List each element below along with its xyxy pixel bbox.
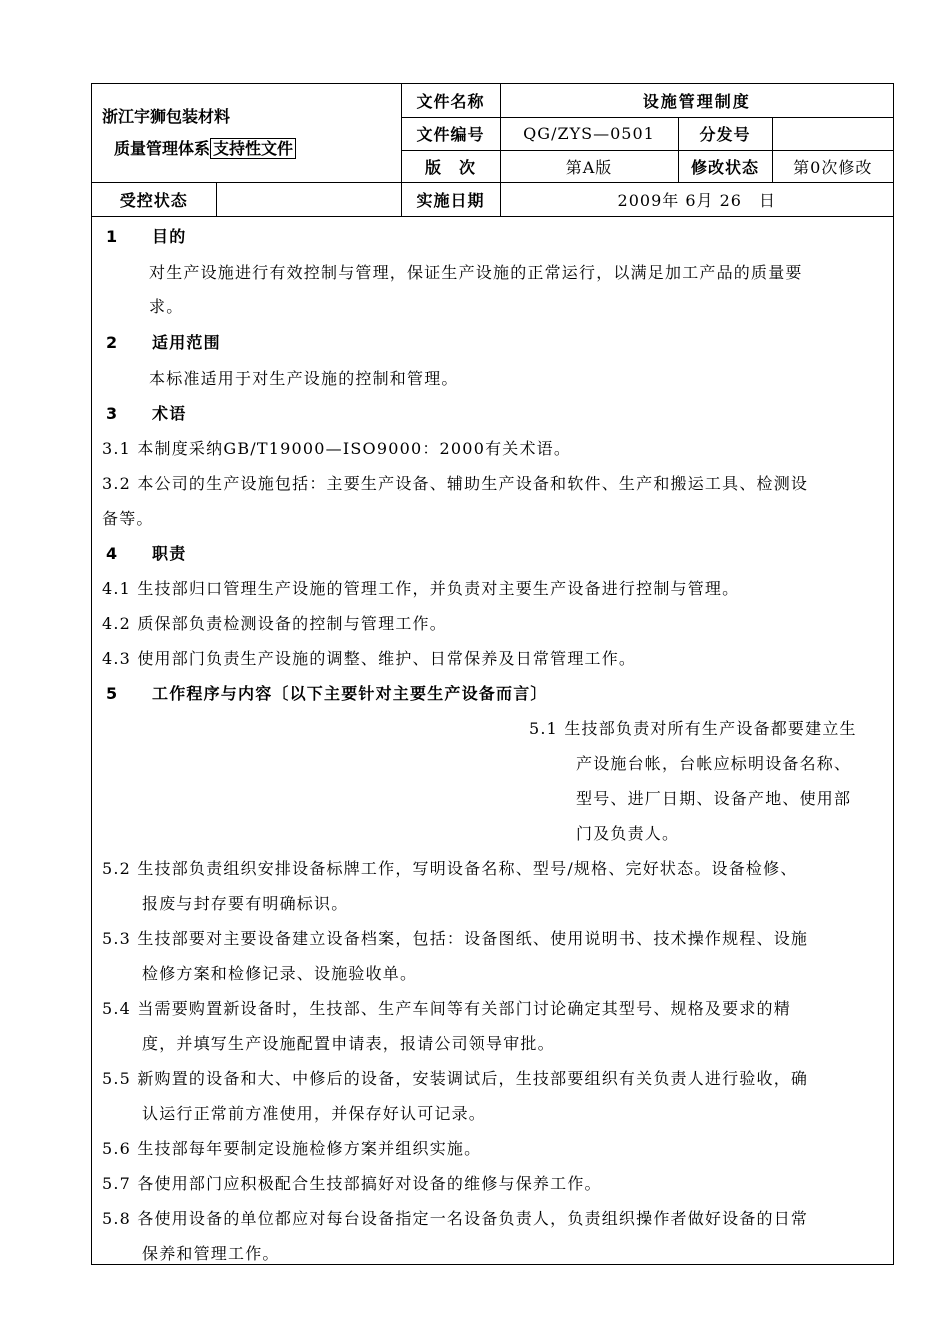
paragraph-line: 求。 (149, 297, 184, 316)
revision-label: 修改状态 (678, 150, 772, 182)
company-block (92, 84, 401, 182)
doc-name-label: 文件名称 (401, 84, 500, 117)
paragraph-line: 报废与封存要有明确标识。 (142, 894, 349, 913)
section-heading: 2 适用范围 (106, 333, 221, 352)
paragraph-line: 5.3 生技部要对主要设备建立设备档案，包括：设备图纸、使用说明书、技术操作规程、设施 (102, 929, 809, 948)
doc-no-label: 文件编号 (401, 117, 500, 150)
header-table (92, 84, 893, 217)
paragraph-line: 4.1 生技部归口管理生产设施的管理工作，并负责对主要生产设备进行控制与管理。 (102, 579, 740, 598)
paragraph-line: 5.8 各使用设备的单位都应对每台设备指定一名设备负责人，负责组织操作者做好设备的日常 (102, 1209, 809, 1228)
company-name: 浙江宇狮包装材料 (102, 106, 231, 126)
paragraph-line: 对生产设施进行有效控制与管理，保证生产设施的正常运行，以满足加工产品的质量要 (149, 263, 803, 282)
paragraph-line: 备等。 (102, 509, 154, 528)
control-status-label: 受控状态 (92, 182, 216, 216)
paragraph-line: 门及负责人。 (576, 824, 680, 843)
paragraph-line: 4.2 质保部负责检测设备的控制与管理工作。 (102, 614, 447, 633)
revision-value: 第0次修改 (772, 150, 893, 182)
paragraph-line: 5.4 当需要购置新设备时，生技部、生产车间等有关部门讨论确定其型号、规格及要求的精 (102, 999, 791, 1018)
paragraph-line: 检修方案和检修记录、设施验收单。 (142, 964, 418, 983)
paragraph-line: 5.2 生技部负责组织安排设备标牌工作，写明设备名称、型号/规格、完好状态。设备检修、 (102, 859, 798, 878)
doc-no-value: QG/ZYS—0501 (500, 117, 678, 150)
doc-name-value: 设施管理制度 (500, 84, 893, 117)
version-label: 版 次 (401, 150, 500, 182)
impl-date-label: 实施日期 (401, 182, 500, 216)
paragraph-line: 保养和管理工作。 (142, 1244, 280, 1263)
paragraph-line: 4.3 使用部门负责生产设施的调整、维护、日常保养及日常管理工作。 (102, 649, 637, 668)
paragraph-line: 产设施台帐，台帐应标明设备名称、 (576, 754, 852, 773)
control-status-value (216, 182, 401, 216)
impl-date-value: 2009年 6月 26 日 (500, 182, 893, 216)
paragraph-line: 5.7 各使用部门应积极配合生技部搞好对设备的维修与保养工作。 (102, 1174, 602, 1193)
paragraph-line: 3.1 本制度采纳GB/T19000—ISO9000：2000有关术语。 (102, 439, 572, 458)
version-value: 第A版 (500, 150, 678, 182)
system-name: 质量管理体系 (114, 138, 211, 158)
paragraph-line: 5.6 生技部每年要制定设施检修方案并组织实施。 (102, 1139, 482, 1158)
section-heading: 3 术语 (106, 404, 187, 423)
paragraph-line: 本标准适用于对生产设施的控制和管理。 (149, 369, 459, 388)
section-heading: 5 工作程序与内容〔以下主要针对主要生产设备而言〕 (106, 684, 548, 703)
paragraph-line: 3.2 本公司的生产设施包括：主要生产设备、辅助生产设备和软件、生产和搬运工具、检测设 (102, 474, 809, 493)
section-heading: 1 目的 (106, 227, 187, 246)
paragraph-line: 度，并填写生产设施配置申请表，报请公司领导审批。 (142, 1034, 555, 1053)
paragraph-line: 5.1 生技部负责对所有生产设备都要建立生 (529, 719, 857, 738)
supporting-doc-label: 支持性文件 (210, 138, 296, 159)
document-page (91, 83, 894, 1265)
dist-no-label: 分发号 (678, 117, 772, 150)
paragraph-line: 型号、进厂日期、设备产地、使用部 (576, 789, 852, 808)
section-heading: 4 职责 (106, 544, 187, 563)
paragraph-line: 认运行正常前方准使用，并保存好认可记录。 (142, 1104, 487, 1123)
dist-no-value (772, 117, 893, 150)
paragraph-line: 5.5 新购置的设备和大、中修后的设备，安装调试后，生技部要组织有关负责人进行验收，确 (102, 1069, 809, 1088)
